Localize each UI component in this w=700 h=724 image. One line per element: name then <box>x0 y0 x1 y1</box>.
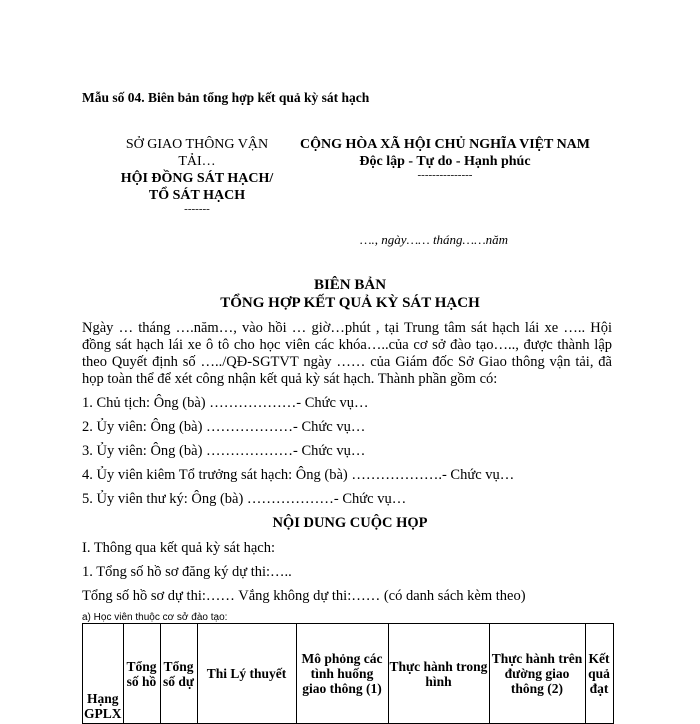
form-title: Mẫu số 04. Biên bản tổng hợp kết quả kỳ sát hạch <box>82 90 370 105</box>
member-1: 1. Chủ tịch: Ông (bà) ………………- Chức vụ… <box>82 395 369 411</box>
doc-title-line-1: BIÊN BẢN <box>313 277 387 293</box>
member-2: 2. Ủy viên: Ông (bà) ………………- Chức vụ… <box>82 419 366 435</box>
item-1-detail: Tổng số hồ sơ dự thi:…… Vắng không dự thi:…… (có danh sách kèm theo) <box>82 588 526 604</box>
national-header <box>280 136 610 180</box>
col-header-total-candidates: Tổng số dự <box>160 624 197 724</box>
agency-line-1: SỞ GIAO THÔNG VẬN <box>125 137 269 152</box>
agency-line-4: TỔ SÁT HẠCH <box>148 188 246 203</box>
col-header-practice-yard: Thực hành trong hình <box>388 624 489 724</box>
col-header-license-class: Hạng GPLX <box>83 624 124 724</box>
date-line: …., ngày…… tháng……năm <box>360 232 509 247</box>
intro-paragraph: Ngày … tháng ….năm…, vào hồi … giờ…phút , tại Trung tâm sát hạch lái xe ….. Hội đồng sát hạch lái xe ô tô cho học viên các khóa…..của cơ sở đào tạo….., được thành lập theo Quyết định số …../QĐ-SGTVT ngày …… của Giám đốc Sở Giao thông vận tải, đã họp toàn thể để xét công nhận kết quả kỳ sát hạch. Thành phần gồm có: <box>82 320 612 387</box>
sub-a-label: a) Học viên thuộc cơ sở đào tạo: <box>82 612 228 623</box>
national-motto-2: Độc lập - Tự do - Hạnh phúc <box>359 154 531 169</box>
section-title: NỘI DUNG CUỘC HỌP <box>272 515 428 531</box>
agency-header <box>92 136 302 214</box>
col-header-total-files: Tổng số hồ <box>123 624 160 724</box>
results-table <box>82 623 614 724</box>
col-header-result-pass: Kết quả đạt <box>585 624 613 724</box>
col-header-theory: Thi Lý thuyết <box>197 624 296 724</box>
col-header-simulation: Mô phỏng các tình huống giao thông (1) <box>296 624 388 724</box>
doc-title-line-2: TỔNG HỢP KẾT QUẢ KỲ SÁT HẠCH <box>220 295 480 311</box>
national-motto-1: CỘNG HÒA XÃ HỘI CHỦ NGHĨA VIỆT NAM <box>299 137 590 152</box>
item-1: 1. Tổng số hồ sơ đăng ký dự thi:….. <box>82 564 292 580</box>
member-3: 3. Ủy viên: Ông (bà) ………………- Chức vụ… <box>82 443 366 459</box>
section-i: I. Thông qua kết quả kỳ sát hạch: <box>82 540 276 556</box>
member-5: 5. Ủy viên thư ký: Ông (bà) ………………- Chức vụ… <box>82 491 407 507</box>
agency-divider: ------- <box>184 203 210 215</box>
member-4: 4. Ủy viên kiêm Tổ trưởng sát hạch: Ông (bà) ……………….- Chức vụ… <box>82 467 515 483</box>
national-divider: --------------- <box>417 169 473 181</box>
agency-line-3: HỘI ĐỒNG SÁT HẠCH/ <box>120 171 274 186</box>
col-header-practice-road: Thực hành trên đường giao thông (2) <box>489 624 585 724</box>
agency-line-2: TẢI… <box>178 154 216 169</box>
